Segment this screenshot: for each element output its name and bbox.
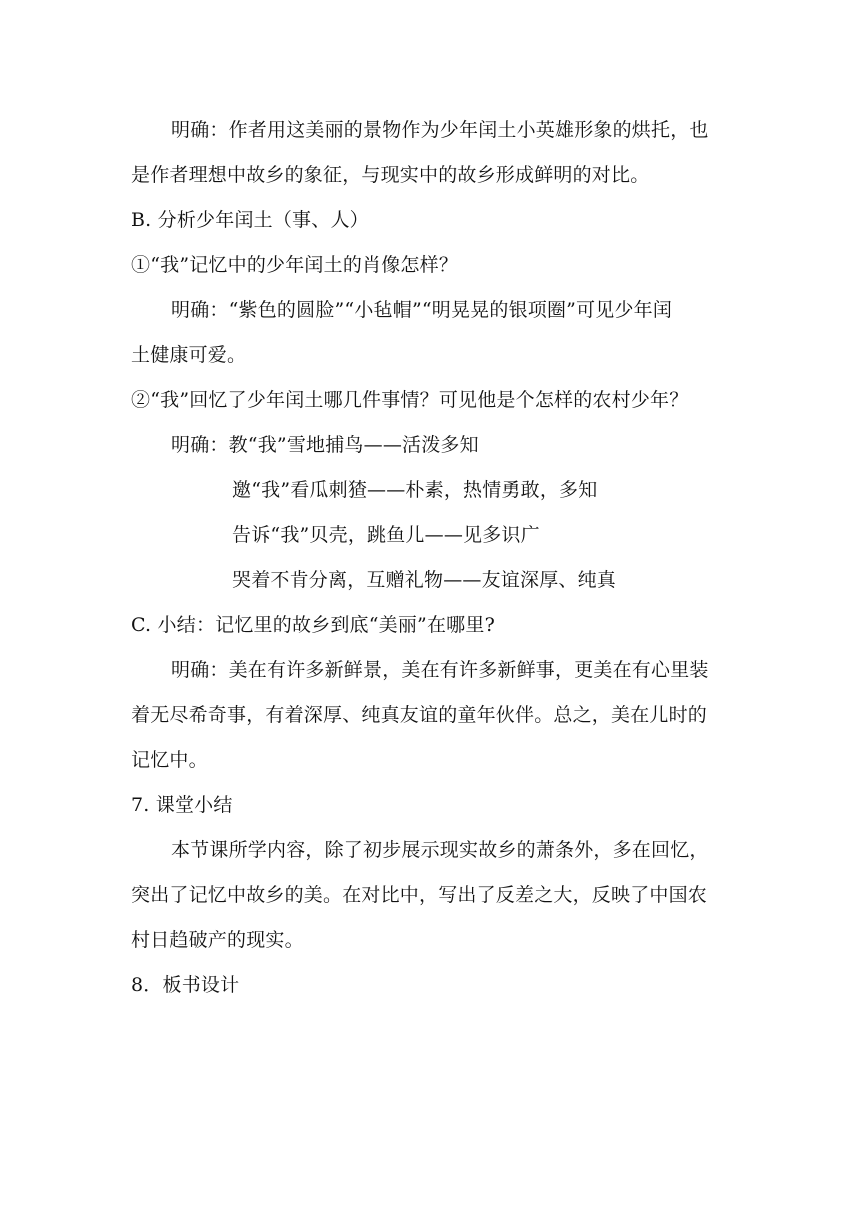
- section-heading: 7. 课堂小结: [131, 794, 233, 816]
- section-heading: C. 小结：记忆里的故乡到底“美丽”在哪里?: [131, 614, 495, 636]
- section-heading: B. 分析少年闰土（事、人）: [131, 209, 369, 231]
- paragraph-line: 村日趋破产的现实。: [131, 929, 304, 951]
- paragraph-line: 突出了记忆中故乡的美。在对比中，写出了反差之大，反映了中国农: [131, 884, 708, 906]
- paragraph-line: 记忆中。: [131, 749, 208, 771]
- question-line: ②“我”回忆了少年闰土哪几件事情？可见他是个怎样的农村少年？: [131, 389, 689, 411]
- paragraph-line: 着无尽希奇事，有着深厚、纯真友谊的童年伙伴。总之，美在儿时的: [131, 704, 708, 726]
- document-page: [131, 108, 731, 1008]
- answer-line: 邀“我”看瓜刺猹——朴素，热情勇敢，多知: [232, 479, 598, 501]
- paragraph-line: 是作者理想中故乡的象征，与现实中的故乡形成鲜明的对比。: [131, 164, 650, 186]
- paragraph-line: 明确：“紫色的圆脸”“小毡帽”“明晃晃的银项圈”可见少年闰: [171, 299, 673, 321]
- answer-line: 明确：教“我”雪地捕鸟——活泼多知: [171, 434, 479, 456]
- paragraph-line: 明确：美在有许多新鲜景，美在有许多新鲜事，更美在有心里装: [171, 659, 709, 681]
- section-heading: 8．板书设计: [131, 974, 240, 996]
- answer-line: 哭着不肯分离，互赠礼物——友谊深厚、纯真: [232, 569, 617, 591]
- paragraph-line: 明确：作者用这美丽的景物作为少年闰土小英雄形象的烘托，也: [171, 119, 709, 141]
- paragraph-line: 本节课所学内容，除了初步展示现实故乡的萧条外，多在回忆，: [171, 839, 709, 861]
- answer-line: 告诉“我”贝壳，跳鱼儿——见多识广: [232, 524, 540, 546]
- paragraph-line: 土健康可爱。: [131, 344, 247, 366]
- question-line: ①“我”记忆中的少年闰土的肖像怎样？: [131, 254, 459, 276]
